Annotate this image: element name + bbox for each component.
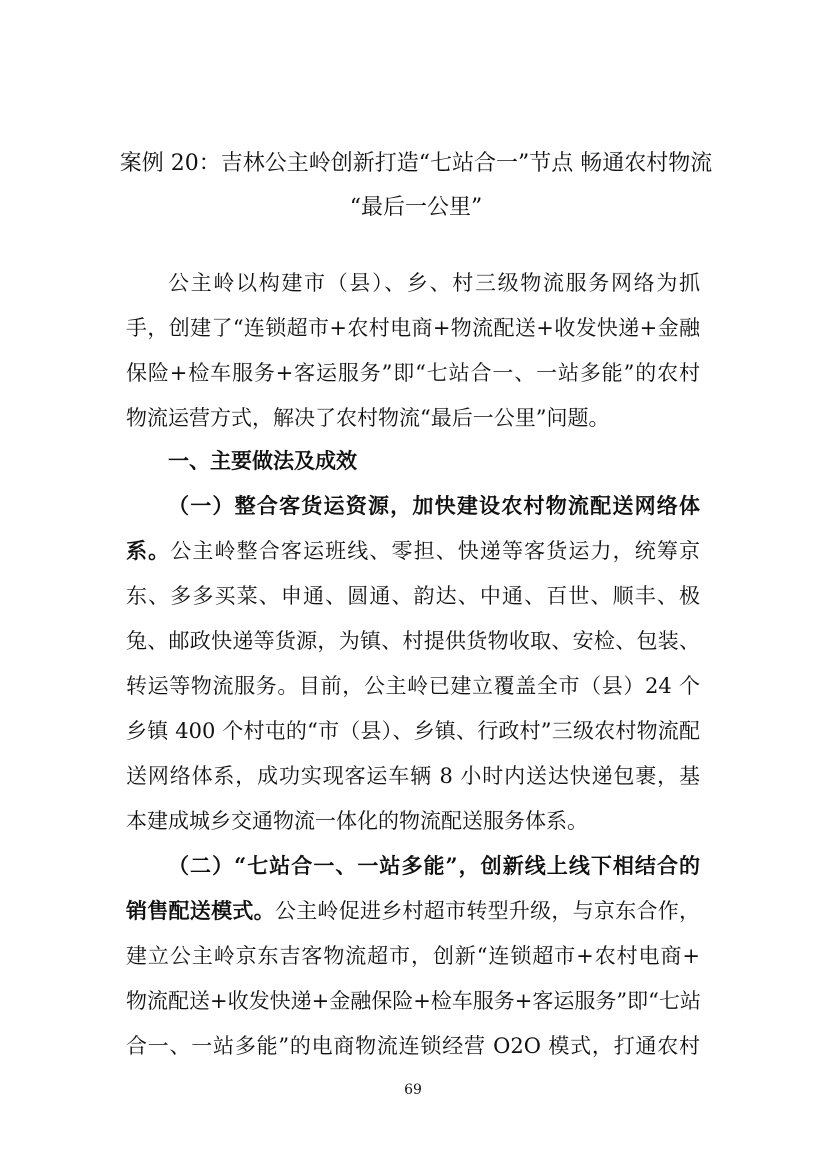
sub2-heading-end: 销售配送模式。 (126, 898, 275, 923)
sub2-line-2 (126, 896, 700, 926)
sub1-line-4: 兔、邮政快递等货源，为镇、村提供货物收取、安检、包装、 (126, 629, 700, 653)
page-title (118, 142, 714, 230)
sub2-heading-line: （二）“七站合一、一站多能”，创新线上线下相结合的 (168, 853, 700, 878)
sub2-line-4: 物流配送+收发快递+金融保险+检车服务+客运服务”即“七站 (126, 989, 701, 1013)
sub1-line-8: 本建成城乡交通物流一体化的物流配送服务体系。 (126, 809, 588, 833)
sub1-heading-end: 系。 (126, 538, 171, 563)
title-line-2: “最后一公里” (349, 195, 483, 220)
sub2-line-5: 合一、一站多能”的电商物流连锁经营 O2O 模式，打通农村 (126, 1034, 700, 1058)
sub1-line-5: 转运等物流服务。目前，公主岭已建立覆盖全市（县）24 个 (126, 674, 700, 698)
sub1-line-2 (126, 536, 700, 566)
intro-line-2: 手，创建了“连锁超市+农村电商+物流配送+收发快递+金融 (126, 316, 700, 340)
sub1-line-3: 东、多多买菜、申通、圆通、韵达、中通、百世、顺丰、极 (126, 584, 700, 608)
page-number: 69 (404, 1082, 422, 1098)
sub1-line-7: 送网络体系，成功实现客运车辆 8 小时内送达快递包裹，基 (126, 764, 700, 788)
intro-line-1: 公主岭以构建市（县）、乡、村三级物流服务网络为抓 (168, 271, 700, 295)
sub1-line-2-text: 公主岭整合客运班线、零担、快递等客货运力，统筹京 (170, 539, 701, 563)
intro-line-3: 保险+检车服务+客运服务”即“七站合一、一站多能”的农村 (126, 361, 700, 385)
sub1-heading-line: （一）整合客货运资源，加快建设农村物流配送网络体 (168, 493, 700, 518)
title-line-1: 案例 20：吉林公主岭创新打造“七站合一”节点 畅通农村物流 (119, 151, 713, 176)
intro-line-4: 物流运营方式，解决了农村物流“最后一公里”问题。 (126, 406, 610, 430)
sub1-line-6: 乡镇 400 个村屯的“市（县）、乡镇、行政村”三级农村物流配 (126, 719, 700, 743)
sub2-line-2-text: 公主岭促进乡村超市转型升级，与京东合作， (274, 899, 701, 923)
sub2-line-3: 建立公主岭京东吉客物流超市，创新“连锁超市+农村电商+ (126, 944, 700, 968)
section-heading: 一、主要做法及成效 (168, 449, 357, 473)
